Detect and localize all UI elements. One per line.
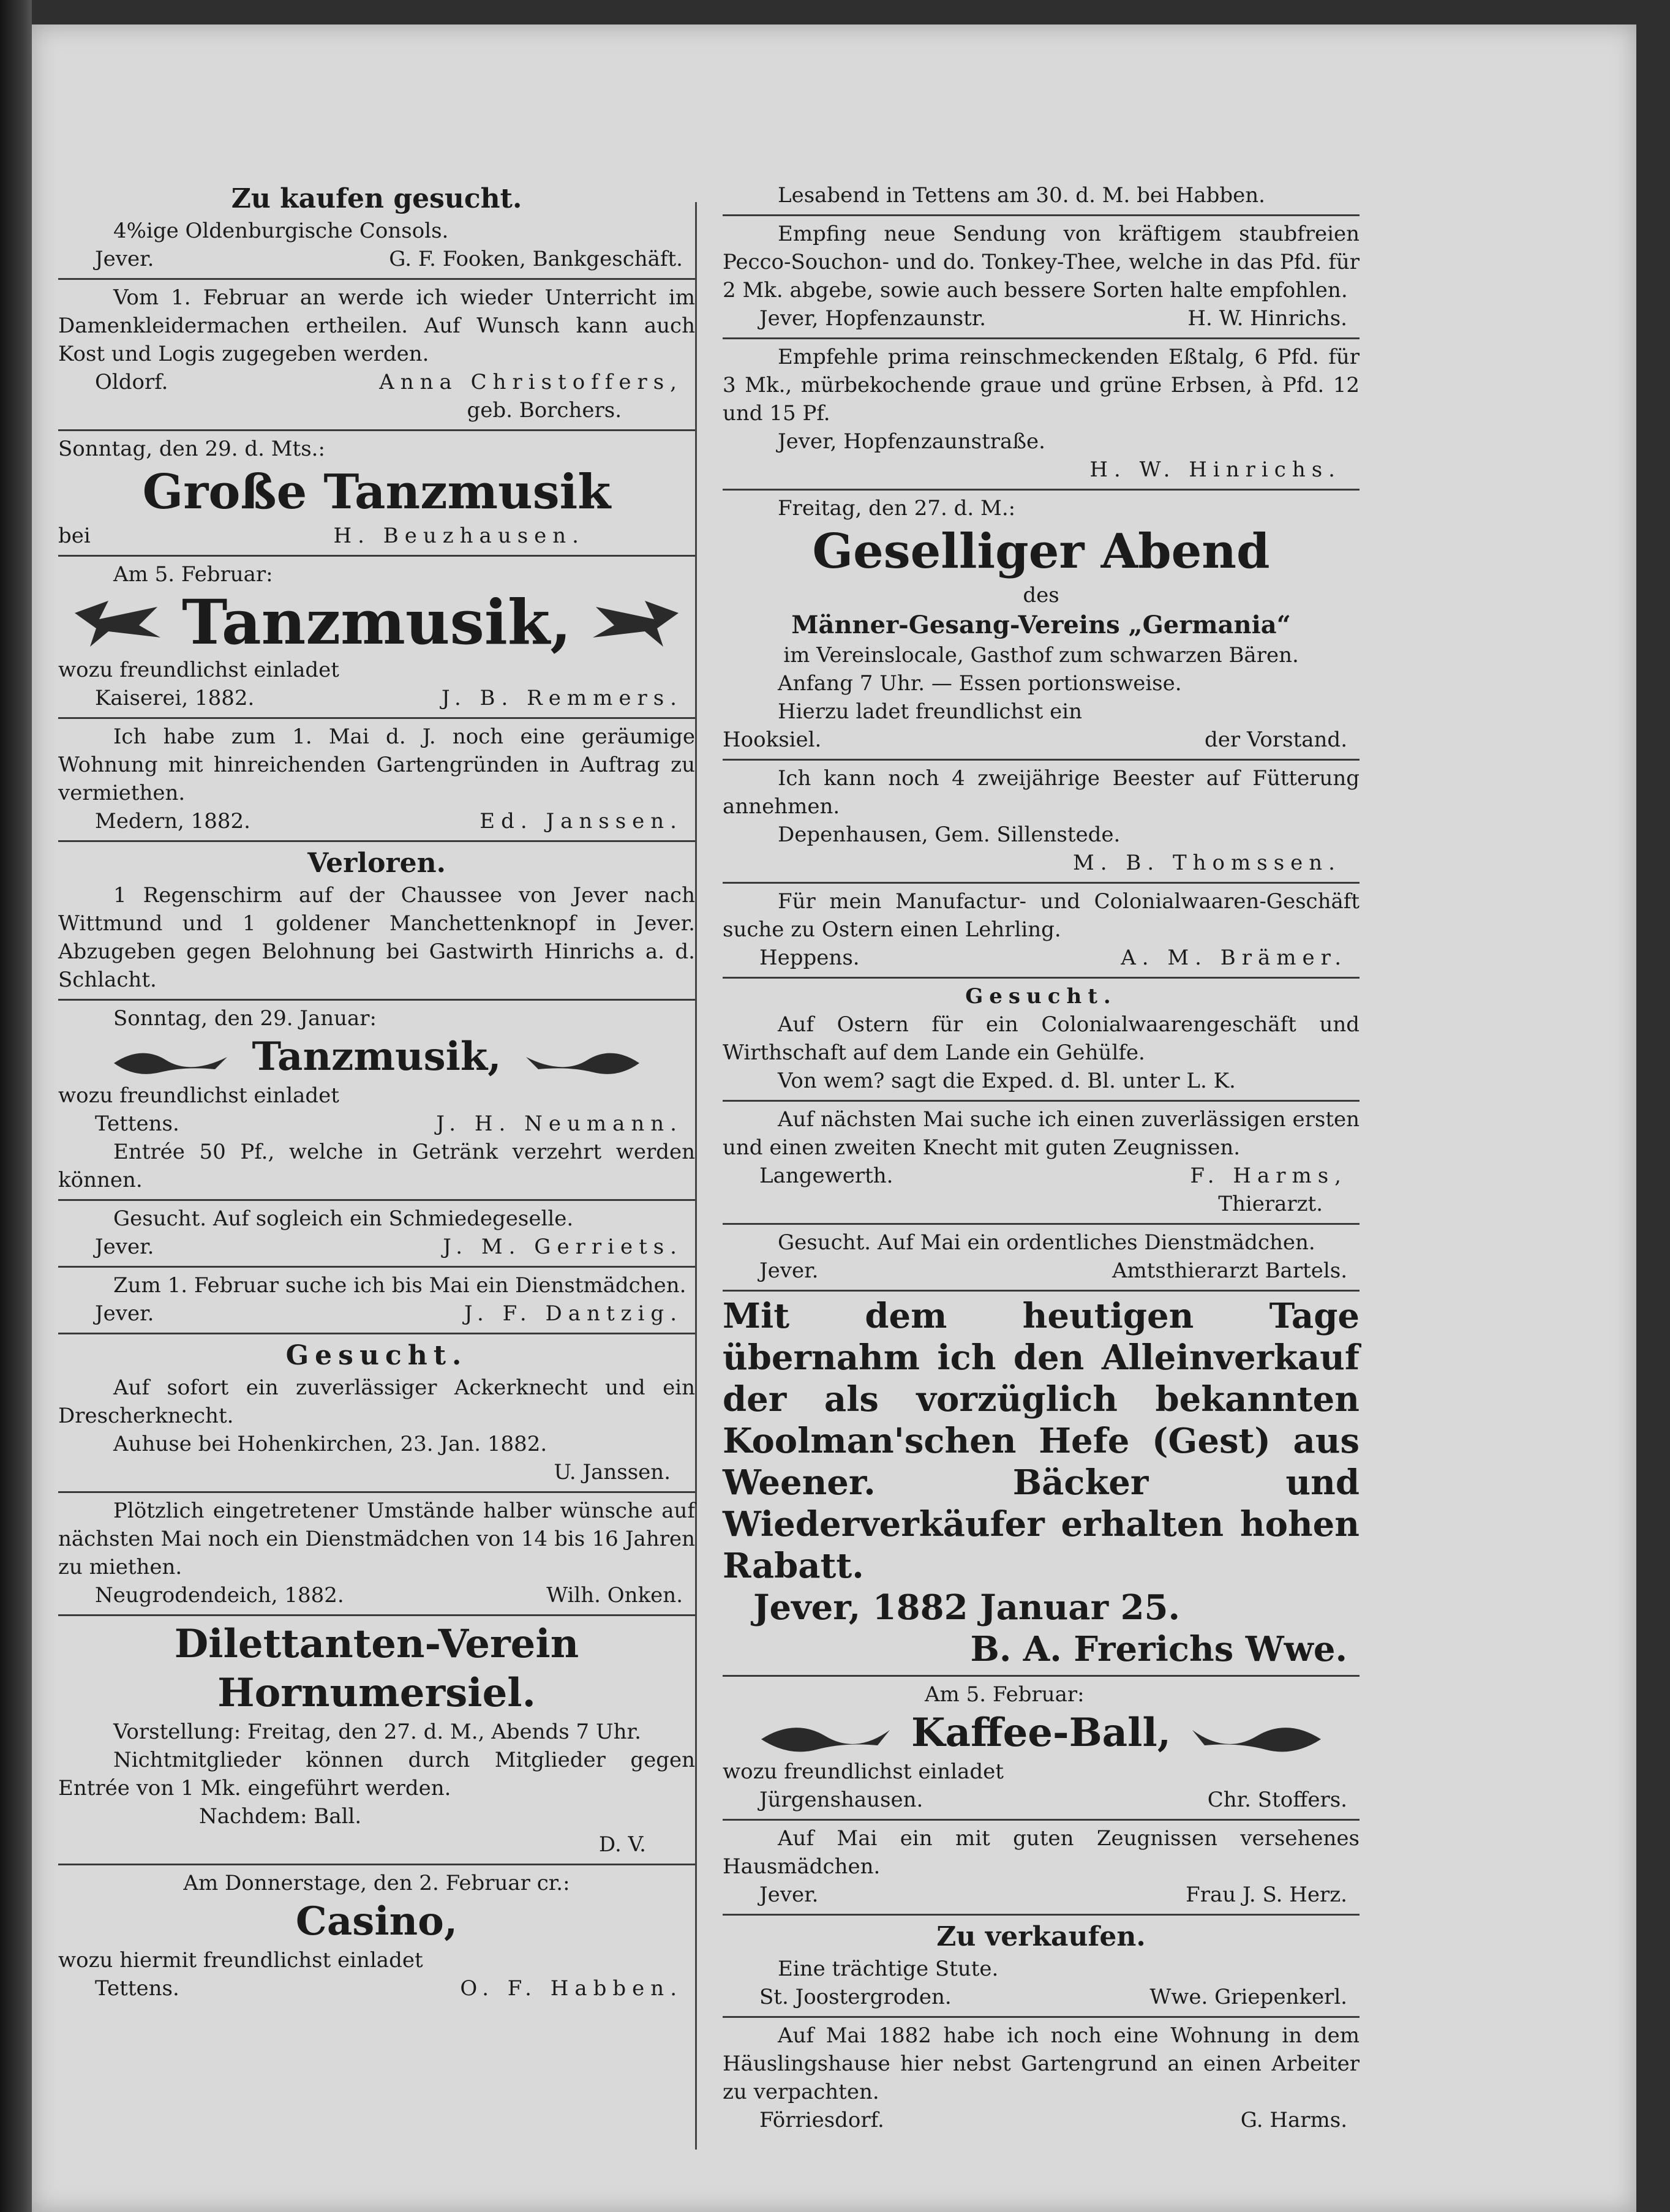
ad-signature-row (58, 522, 695, 550)
ad-signature-row (58, 245, 695, 273)
ad-text: Auf Ostern für ein Colonialwaarengeschäft und Wirthschaft auf dem Lande ein Gehülfe. (723, 1012, 1360, 1065)
ad-dienstmaedchen-onken (58, 1493, 695, 1616)
ad-signer: B. A. Frerichs Wwe. (970, 1629, 1347, 1669)
ad-signer: H. Beuzhausen. (333, 524, 585, 548)
ad-signature-row (58, 1581, 695, 1609)
ad-title-ornamented (58, 1033, 695, 1082)
ad-text: Auf Mai 1882 habe ich noch eine Wohnung in dem Häuslingshause hier nebst Gartengrund an einen Arbeiter zu verpachten. (723, 2023, 1360, 2104)
ad-signer: J. F. Dantzig. (464, 1301, 683, 1326)
ad-beester-thomssen (723, 761, 1360, 884)
ad-title-ornamented (723, 1709, 1360, 1758)
ad-signature-row (723, 1162, 1360, 1190)
ad-text: Gesucht. Auf sogleich ein Schmiedegeselle. (113, 1206, 574, 1231)
ad-place: Langewerth. (759, 1164, 893, 1188)
ad-signer: Wilh. Onken. (546, 1583, 683, 1608)
ad-title: Zu verkaufen. (936, 1921, 1146, 1952)
ad-text: Nichtmitglieder können durch Mitglieder gegen Entrée von 1 Mk. eingeführt werden. (58, 1748, 695, 1800)
ad-invite: wozu hiermit freundlichst einladet (58, 1948, 423, 1973)
ad-signature-row (723, 944, 1360, 972)
ad-text: Entrée 50 Pf., welche in Getränk verzehrt werden können. (58, 1140, 695, 1192)
ad-gesucht-gehuelfe (723, 979, 1360, 1102)
ad-text: 4%ige Oldenburgische Consols. (113, 219, 449, 243)
ad-dienstmaedchen-bartels (723, 1225, 1360, 1292)
ad-place: Medern, 1882. (95, 809, 250, 833)
ad-text: 1 Regenschirm auf der Chaussee von Jever nach Wittmund und 1 goldener Manchettenknopf in Jever. Abzugeben gegen Belohnung bei Gastwirth Hinrichs a. d. Schlacht. (58, 883, 695, 992)
ad-signer: Anna Christoffers, (379, 370, 683, 394)
ad-text: Ich kann noch 4 zweijährige Beester auf Fütterung annehmen. (723, 766, 1360, 819)
ad-title: Geselliger Abend (812, 524, 1270, 579)
ad-signer: M. B. Thomssen. (1072, 851, 1341, 875)
ad-lesabend (723, 178, 1360, 216)
ad-gesucht-ackerknecht (58, 1334, 695, 1493)
ad-signature-row (58, 1233, 695, 1261)
ad-title: Dilettanten-Verein (174, 1621, 579, 1667)
ad-signer-sub: geb. Borchers. (467, 398, 622, 423)
ad-place: Neugrodendeich, 1882. (95, 1583, 344, 1608)
ad-signature-row (58, 684, 695, 712)
ad-place: Tettens. (95, 1112, 179, 1136)
ad-wohnung-medern (58, 719, 695, 842)
ornament-left-icon (111, 1039, 233, 1075)
ad-thee-hinrichs (723, 216, 1360, 339)
ad-start: Anfang 7 Uhr. — Essen portionsweise. (778, 671, 1182, 696)
ad-place: Oldorf. (95, 370, 168, 394)
ad-verloren (58, 842, 695, 1001)
ornament-right-icon (520, 1039, 642, 1075)
ad-damenkleidermachen (58, 280, 695, 431)
ad-signer: J. M. Gerriets. (443, 1235, 683, 1259)
ad-text: Auf sofort ein zuverlässiger Ackerknecht und ein Drescherknecht. (58, 1375, 695, 1428)
ad-zu-verkaufen (723, 1916, 1360, 2018)
ad-place: Hooksiel. (723, 728, 822, 752)
ad-text: Auf nächsten Mai suche ich einen zuverlässigen ersten und einen zweiten Knecht mit guten Zeugnissen. (723, 1107, 1360, 1160)
ad-text: Empfehle prima reinschmeckenden Eßtalg, 6 Pfd. für 3 Mk., mürbekochende graue und grüne Erbsen, à Pfd. 12 und 15 Pf. (723, 345, 1360, 426)
ad-lehrling-braemer (723, 884, 1360, 979)
ad-text: Ich habe zum 1. Mai d. J. noch eine geräumige Wohnung mit hinreichenden Gartengründen in Auftrag zu vermiethen. (58, 724, 695, 805)
ad-place: Tettens. (95, 1976, 179, 2001)
ad-signature-row (723, 1786, 1360, 1814)
ad-signer: J. H. Neumann. (436, 1112, 683, 1136)
ad-kaffee-ball (723, 1677, 1360, 1821)
ad-dilettanten-verein (58, 1616, 695, 1865)
ad-signer: H. W. Hinrichs. (1187, 306, 1347, 331)
ad-text: Lesabend in Tettens am 30. d. M. bei Habben. (778, 183, 1265, 208)
ad-place: Jürgenshausen. (759, 1788, 923, 1812)
ad-signature-row (58, 1110, 695, 1138)
ad-casino (58, 1865, 695, 2007)
ad-dienstmaedchen-dantzig (58, 1268, 695, 1334)
ad-schmiedegeselle (58, 1201, 695, 1268)
ad-signature-row (723, 2106, 1360, 2134)
ad-signer: G. F. Fooken, Bankgeschäft. (389, 247, 683, 271)
ad-signature-row (58, 1300, 695, 1328)
ad-title: Gesucht. (965, 984, 1117, 1009)
ad-place: Jever. (95, 1301, 154, 1326)
ad-date: Sonntag, den 29. Januar: (113, 1006, 377, 1031)
ad-title: Tanzmusik, (181, 586, 572, 658)
ad-title: Casino, (295, 1898, 458, 1944)
ad-text: Eine trächtige Stute. (778, 1957, 999, 1981)
ornament-left-icon (72, 595, 164, 650)
ad-signature-row (58, 807, 695, 835)
ad-place: Jever. (759, 1883, 819, 1907)
ad-signature-row (723, 726, 1360, 754)
ad-title: Verloren. (307, 848, 446, 879)
ad-place: Förriesdorf. (759, 2108, 884, 2132)
ad-signer: Frau J. S. Herz. (1186, 1883, 1347, 1907)
ad-place: Jever. (759, 1258, 819, 1283)
ad-title: Zu kaufen gesucht. (231, 183, 522, 214)
ad-zu-kaufen-gesucht (58, 178, 695, 280)
ad-date: Freitag, den 27. d. M.: (778, 496, 1016, 521)
ad-place: Auhuse bei Hohenkirchen, 23. Jan. 1882. (113, 1432, 547, 1456)
ad-signer: J. B. Remmers. (441, 686, 683, 710)
ad-invite: wozu freundlichst einladet (723, 1759, 1004, 1784)
ad-invite: Hierzu ladet freundlichst ein (778, 699, 1083, 724)
ad-signer: Amtsthierarzt Bartels. (1111, 1258, 1347, 1283)
ad-geselliger-abend (723, 491, 1360, 761)
ad-place: Jever, Hopfenzaunstraße. (778, 429, 1045, 454)
ad-signer: der Vorstand. (1205, 728, 1347, 752)
ad-place: Heppens. (759, 946, 860, 970)
ad-query: Von wem? sagt die Exped. d. Bl. unter L. K. (778, 1069, 1236, 1093)
ad-invite: wozu freundlichst einladet (58, 658, 339, 682)
ad-signer: Chr. Stoffers. (1207, 1788, 1347, 1812)
ornament-left-icon (758, 1712, 893, 1755)
column-divider (695, 202, 697, 2150)
ad-des: des (1023, 583, 1059, 608)
ad-place: Jever. (95, 1235, 154, 1259)
ad-place: Jever, Hopfenzaunstr. (759, 306, 987, 331)
ad-signature-row (723, 1257, 1360, 1285)
ad-text: Gesucht. Auf Mai ein ordentliches Dienstmädchen. (778, 1230, 1315, 1255)
ad-place: Jever, 1882 Januar 25. (753, 1587, 1180, 1628)
ad-date: Am 5. Februar: (925, 1682, 1085, 1707)
ad-signer: U. Janssen. (554, 1460, 671, 1484)
ad-signer: Ed. Janssen. (480, 809, 683, 833)
ad-date: Am Donnerstage, den 2. Februar cr.: (183, 1871, 570, 1895)
left-column (58, 178, 695, 2007)
ad-invite: wozu freundlichst einladet (58, 1083, 339, 1108)
ad-date: Sonntag, den 29. d. Mts.: (58, 437, 325, 461)
ad-signature-row (58, 368, 695, 396)
ad-signature-row (723, 1983, 1360, 2011)
ad-hefe-frerichs (723, 1292, 1360, 1677)
ad-place: Jever. (95, 247, 154, 271)
ad-text: Für mein Manufactur- und Colonialwaaren-Geschäft suche zu Ostern einen Lehrling. (723, 889, 1360, 942)
ad-signature-row (723, 304, 1360, 333)
ad-location: im Vereinslocale, Gasthof zum schwarzen Bären. (783, 643, 1299, 668)
ad-hausmaedchen-herz (723, 1821, 1360, 1916)
ad-knecht-harms (723, 1102, 1360, 1225)
ad-signer: O. F. Habben. (460, 1976, 683, 2001)
ornament-right-icon (1189, 1712, 1324, 1755)
ad-signer-sub: Thierarzt. (1218, 1192, 1323, 1216)
ad-title: Kaffee-Ball, (911, 1710, 1172, 1756)
ad-signature-row (58, 1974, 695, 2003)
ad-signature-row (723, 1881, 1360, 1909)
ad-place: Depenhausen, Gem. Sillenstede. (778, 822, 1121, 847)
ad-title: Große Tanzmusik (142, 464, 611, 520)
ad-signer: H. W. Hinrichs. (1089, 457, 1341, 482)
ad-text: Empfing neue Sendung von kräftigem staubfreien Pecco-Souchon- und do. Tonkey-Thee, welche in das Pfd. für 2 Mk. abgebe, sowie auch bessere Sorten halte empfohlen. (723, 222, 1360, 303)
ad-title: Gesucht. (285, 1340, 468, 1371)
ad-signer: D. V. (598, 1832, 646, 1857)
ad-text: Zum 1. Februar suche ich bis Mai ein Dienstmädchen. (113, 1273, 686, 1298)
ad-title-ornamented (58, 586, 695, 658)
right-column (723, 178, 1360, 2139)
ad-signer: Wwe. Griepenkerl. (1149, 1985, 1347, 2009)
ad-wohnung-harms (723, 2018, 1360, 2139)
ad-text: Mit dem heutigen Tage übernahm ich den Alleinverkauf der als vorzüglich bekannten Koolman'schen Hefe (Gest) aus Weener. Bäcker und Wiederverkäufer erhalten hohen Rabatt. (723, 1296, 1360, 1586)
ad-place: Kaiserei, 1882. (95, 686, 255, 710)
ad-date: Am 5. Februar: (113, 562, 273, 587)
ad-signer: F. Harms, (1190, 1164, 1347, 1188)
ad-text: Plötzlich eingetretener Umstände halber wünsche auf nächsten Mai noch ein Dienstmädchen von 14 bis 16 Jahren zu miethen. (58, 1499, 695, 1579)
ad-signer: A. M. Brämer. (1121, 946, 1347, 970)
ad-signer: G. Harms. (1240, 2108, 1347, 2132)
ad-text: Nachdem: Ball. (199, 1804, 362, 1829)
ad-text: Vom 1. Februar an werde ich wieder Unterricht im Damenkleidermachen ertheilen. Auf Wunsch kann auch Kost und Logis zugegeben werden. (58, 285, 695, 366)
book-spine (0, 0, 32, 2212)
ad-text: Vorstellung: Freitag, den 27. d. M., Abends 7 Uhr. (113, 1720, 641, 1744)
ad-bei: bei (58, 524, 91, 548)
ad-tanzmusik-kaiserei (58, 557, 695, 719)
ad-tanzmusik-tettens (58, 1001, 695, 1201)
ad-title: Tanzmusik, (252, 1034, 502, 1080)
ad-club: Männer-Gesang-Vereins „Germania“ (791, 611, 1291, 639)
ad-title-sub: Hornumersiel. (217, 1670, 536, 1716)
ornament-right-icon (590, 595, 682, 650)
ad-text: Auf Mai ein mit guten Zeugnissen versehenes Hausmädchen. (723, 1826, 1360, 1879)
ad-grosse-tanzmusik (58, 431, 695, 557)
ad-esstalg-hinrichs (723, 339, 1360, 491)
ad-place: St. Joostergroden. (759, 1985, 952, 2009)
